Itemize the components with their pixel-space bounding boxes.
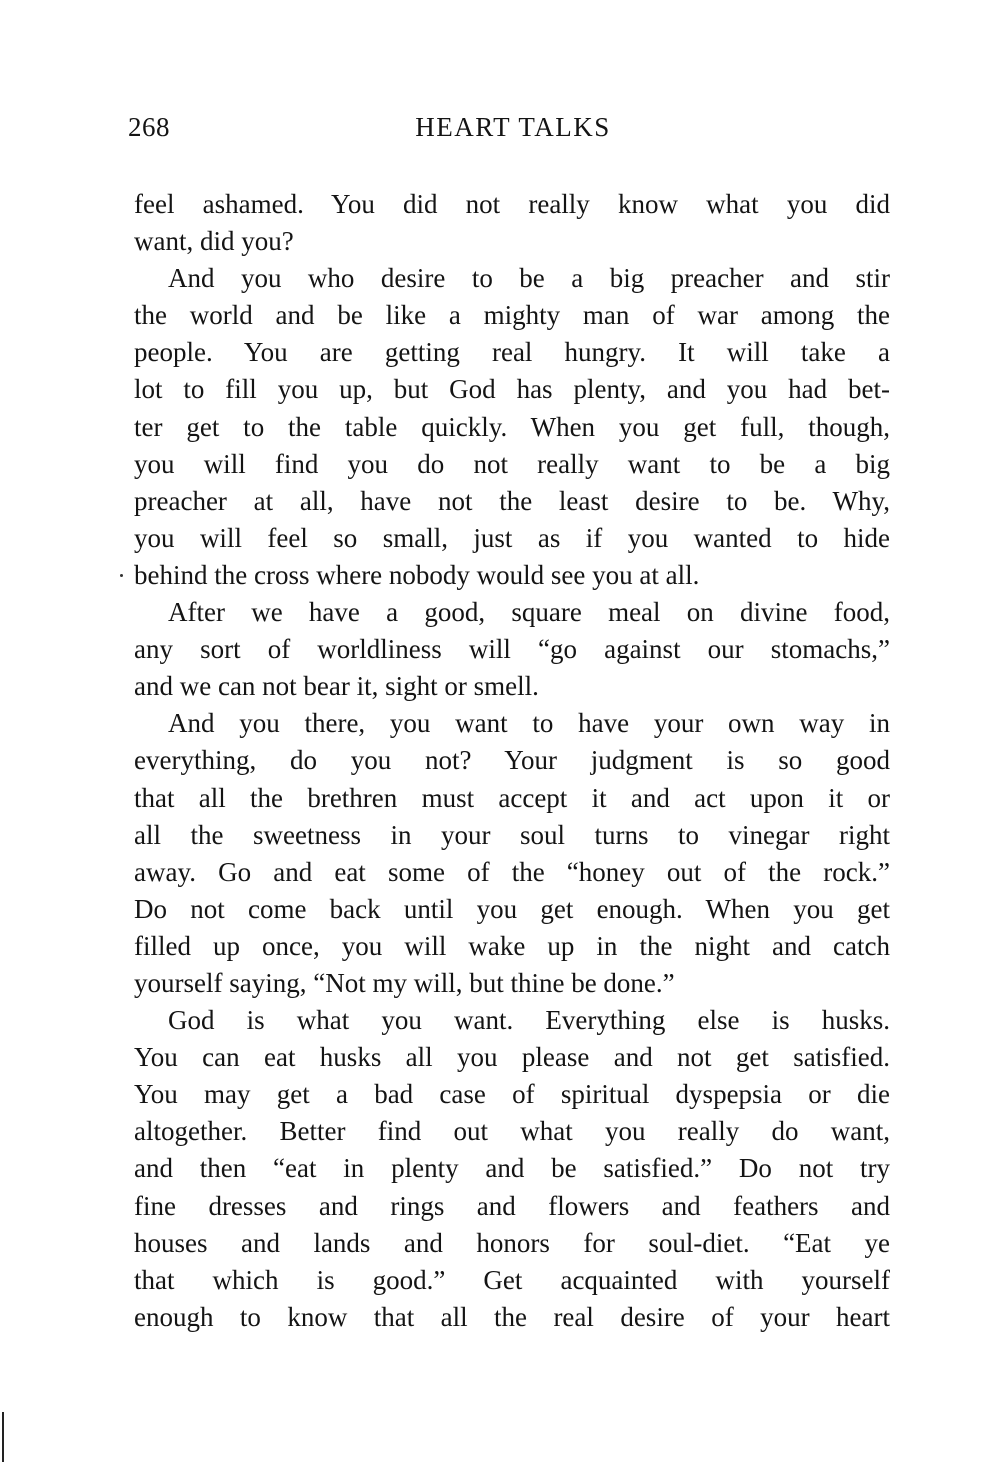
text-line: that which is good.” Get acquainted with yourself: [134, 1264, 890, 1295]
text-line: After we have a good, square meal on divine food,: [168, 597, 890, 628]
text-line: And you there, you want to have your own way in: [168, 708, 890, 739]
text-line: lot to fill you up, but God has plenty, and you had bet-: [134, 374, 890, 405]
text-line: and then “eat in plenty and be satisfied.” Do not try: [134, 1153, 890, 1184]
text-line: the world and be like a mighty man of war among the: [134, 300, 890, 331]
text-line: away. Go and eat some of the “honey out of the rock.”: [134, 856, 890, 887]
body-text: [134, 186, 890, 1336]
text-line: And you who desire to be a big preacher and stir: [168, 263, 890, 294]
scan-edge-mark: [2, 1412, 4, 1462]
text-line: behind the cross where nobody would see you at all.: [134, 559, 700, 590]
text-line: You can eat husks all you please and not get satisfied.: [134, 1042, 890, 1073]
text-line: you will feel so small, just as if you wanted to hide: [134, 522, 890, 553]
text-line: ter get to the table quickly. When you get full, though,: [134, 411, 890, 442]
page-header: [128, 112, 890, 152]
text-line: that all the brethren must accept it and act upon it or: [134, 782, 890, 813]
text-line: preacher at all, have not the least desire to be. Why,: [134, 485, 890, 516]
page-number: 268: [128, 112, 170, 142]
running-head: HEART TALKS: [415, 112, 611, 142]
text-line: and we can not bear it, sight or smell.: [134, 671, 539, 702]
text-line: you will find you do not really want to be a big: [134, 448, 890, 479]
text-line: feel ashamed. You did not really know what you did: [134, 189, 890, 219]
text-line: all the sweetness in your soul turns to vinegar right: [134, 819, 890, 850]
text-line: enough to know that all the real desire of your heart: [134, 1301, 890, 1332]
text-line: any sort of worldliness will “go against our stomachs,”: [134, 634, 890, 665]
text-line: God is what you want. Everything else is husks.: [168, 1005, 890, 1036]
text-line: want, did you?: [134, 226, 294, 257]
text-line: people. You are getting real hungry. It will take a: [134, 337, 890, 368]
text-line: yourself saying, “Not my will, but thine be done.”: [134, 967, 675, 998]
text-line: altogether. Better find out what you really do want,: [134, 1116, 890, 1147]
margin-mark: [120, 574, 123, 577]
text-line: fine dresses and rings and flowers and feathers and: [134, 1190, 890, 1221]
text-line: You may get a bad case of spiritual dyspepsia or die: [134, 1079, 890, 1110]
text-line: Do not come back until you get enough. When you get: [134, 893, 890, 924]
text-line: houses and lands and honors for soul-diet. “Eat ye: [134, 1227, 890, 1258]
text-line: everything, do you not? Your judgment is so good: [134, 745, 890, 776]
text-line: filled up once, you will wake up in the night and catch: [134, 930, 890, 961]
